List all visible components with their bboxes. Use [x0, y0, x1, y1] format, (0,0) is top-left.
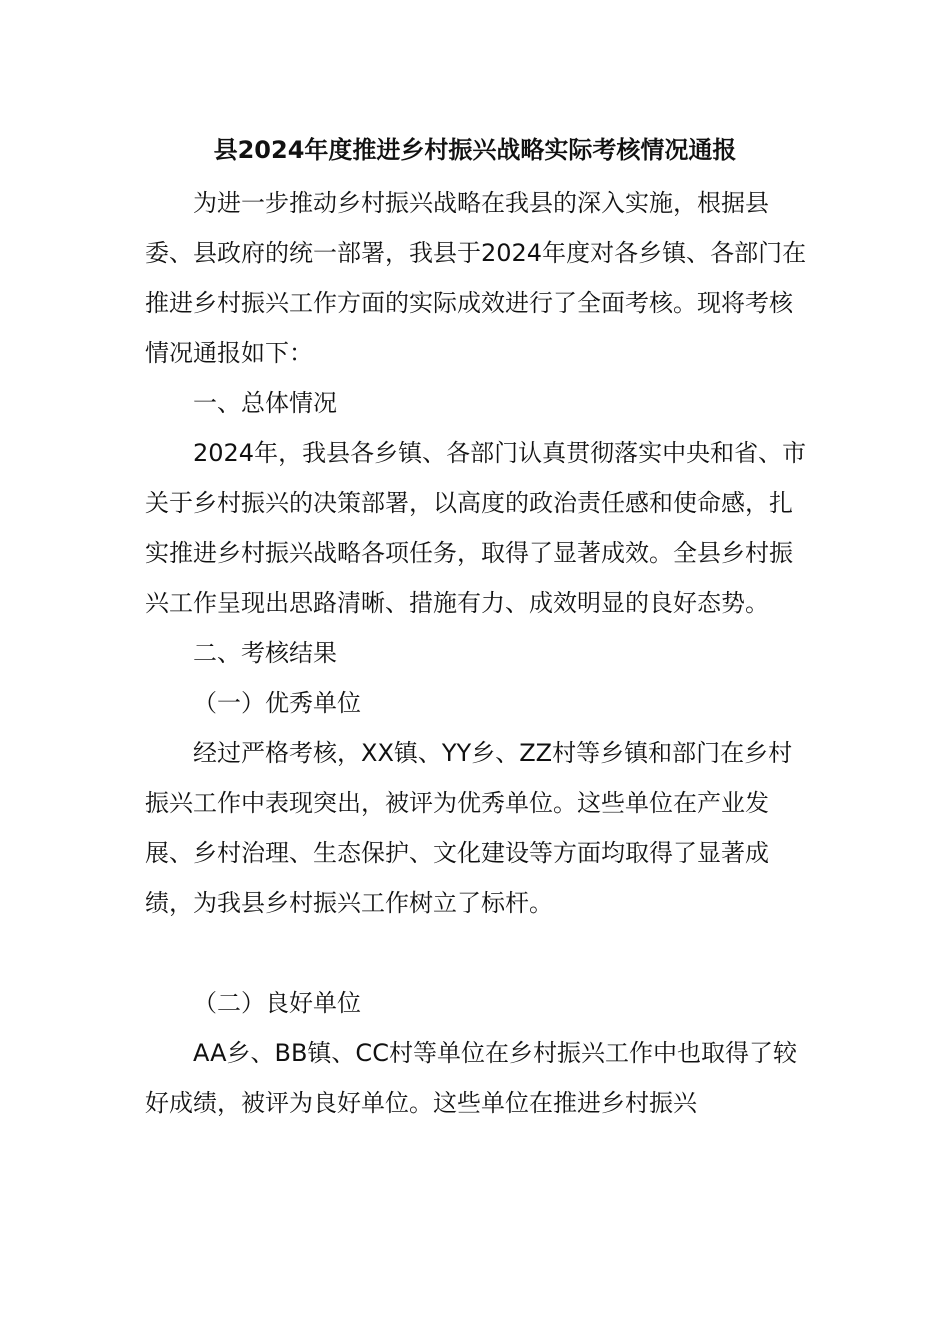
excellent-paragraph: 经过严格考核，XX镇、YY乡、ZZ村等乡镇和部门在乡村振兴工作中表现突出，被评为优秀单位。这些单位在产业发展、乡村治理、生态保护、文化建设等方面均取得了显著成绩，为我县乡村振兴工作树立了标杆。 — [145, 739, 793, 917]
document-title: 县2024年度推进乡村振兴战略实际考核情况通报 — [213, 136, 737, 164]
intro-paragraph: 为进一步推动乡村振兴战略在我县的深入实施，根据县委、县政府的统一部署，我县于2024年度对各乡镇、各部门在推进乡村振兴工作方面的实际成效进行了全面考核。现将考核情况通报如下： — [145, 189, 807, 367]
section-heading-overall: 一、总体情况 — [193, 389, 337, 417]
subheading-excellent: （一）优秀单位 — [193, 689, 361, 717]
paragraph-gap — [145, 928, 815, 978]
overall-paragraph: 2024年，我县各乡镇、各部门认真贯彻落实中央和省、市关于乡村振兴的决策部署，以高度的政治责任感和使命感，扎实推进乡村振兴战略各项任务，取得了显著成效。全县乡村振兴工作呈现出思路清晰、措施有力、成效明显的良好态势。 — [145, 439, 807, 617]
subheading-good: （二）良好单位 — [193, 989, 361, 1017]
section-heading-results: 二、考核结果 — [193, 639, 337, 667]
document-body — [145, 178, 815, 1128]
good-paragraph: AA乡、BB镇、CC村等单位在乡村振兴工作中也取得了较好成绩，被评为良好单位。这些单位在推进乡村振兴 — [145, 1039, 797, 1117]
